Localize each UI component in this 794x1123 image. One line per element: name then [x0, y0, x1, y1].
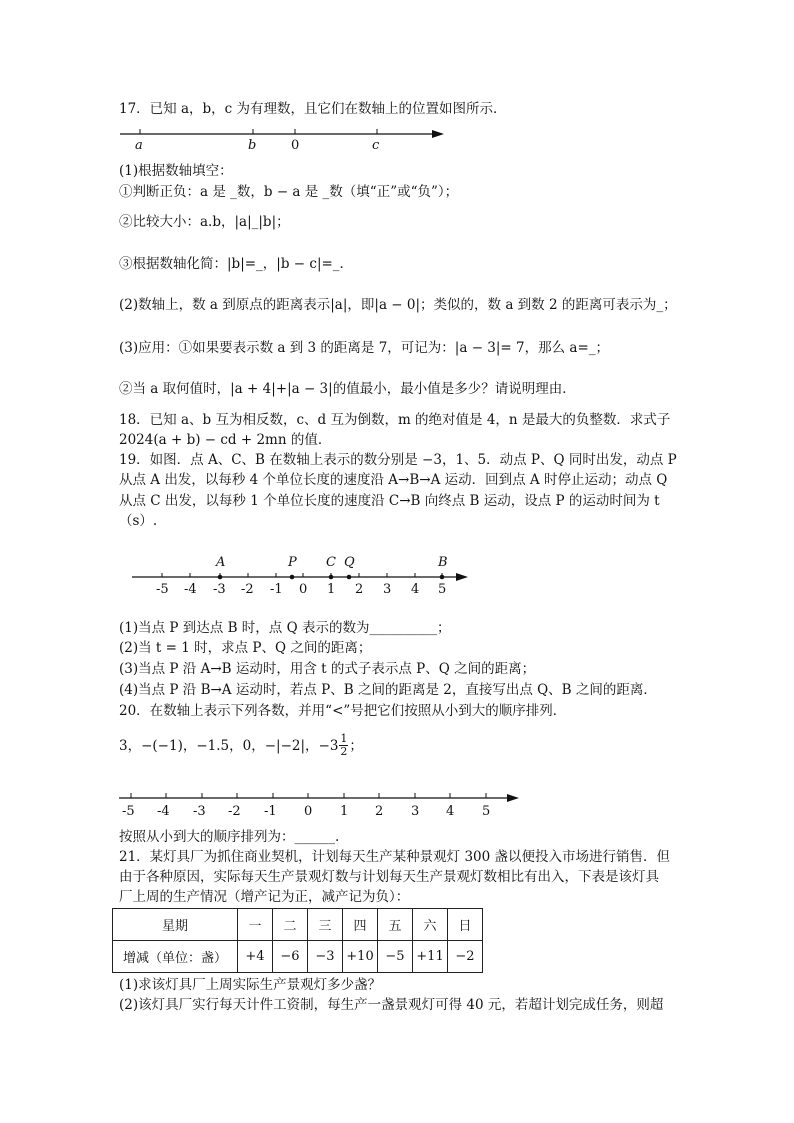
table-cell: +11 — [413, 941, 448, 973]
q19-sub3: (3)当点 P 沿 A→B 运动时，用含 t 的式子表示点 P、Q 之间的距离； — [119, 661, 536, 677]
tick-label: 0 — [299, 582, 308, 597]
tick-label: 3 — [411, 804, 420, 819]
q17-part1c: ③根据数轴化简：|b|=_，|b − c|=_． — [119, 256, 354, 272]
q21-sub1: (1)求该灯具厂上周实际生产景观灯多少盏？ — [119, 977, 382, 993]
q20-fraction-num: 1 — [340, 732, 348, 745]
tick-label: -5 — [122, 804, 135, 819]
table-cell: −2 — [448, 941, 483, 973]
q21-line3: 厂上周的生产情况（增产记为正，减产记为负）： — [119, 889, 410, 905]
q18-line2: 2024(a + b) − cd + 2mn 的值． — [119, 432, 332, 448]
q20-answer: 按照从小到大的顺序排列为：______. — [119, 829, 340, 845]
q19-number-line — [128, 549, 473, 599]
q19-sub2: (2)当 t = 1 时，求点 P、Q 之间的距离； — [119, 640, 372, 656]
q21-line1: 21．某灯具厂为抓住商业契机，计划每天生产某种景观灯 300 盏以便投入市场进行销售．但 — [119, 849, 671, 865]
table-cell: 二 — [273, 909, 308, 941]
q21-line2: 由于各种原因，实际每天生产景观灯数与计划每天生产景观灯数相比有出入，下表是该灯具 — [119, 869, 659, 885]
point-B-dot — [440, 575, 445, 580]
table-header-cell: 星期 — [113, 909, 238, 941]
table-cell: −6 — [273, 941, 308, 973]
q20-numbers-text: 3，−(−1)，−1.5，0，−|−2|，−3 — [119, 737, 339, 754]
tick-label: -3 — [193, 804, 206, 819]
table-cell: 六 — [413, 909, 448, 941]
table-cell: 五 — [378, 909, 413, 941]
q19-sub4: (4)当点 P 沿 B→A 运动时，若点 P、B 之间的距离是 2，直接写出点 Q、B 之间的距离． — [119, 682, 657, 698]
q21-sub2: (2)该灯具厂实行每天计件工资制，每生产一盏景观灯可得 40 元，若超计划完成任务，则超 — [119, 997, 664, 1013]
q20-number-line — [115, 788, 525, 822]
tick-label: -3 — [213, 582, 226, 597]
tick-label: 3 — [383, 582, 392, 597]
tick-label: -1 — [270, 582, 283, 597]
label-Q: Q — [344, 555, 355, 570]
tick-label: -4 — [157, 804, 170, 819]
tick-label: 4 — [446, 804, 455, 819]
point-Q-dot — [347, 575, 352, 580]
production-table — [112, 908, 483, 973]
q20-fraction-den: 2 — [340, 745, 348, 758]
label-0: 0 — [291, 138, 300, 153]
table-cell: 一 — [238, 909, 273, 941]
label-C: C — [326, 555, 336, 570]
label-B: B — [438, 555, 448, 570]
tick-label: 5 — [438, 582, 447, 597]
q17-part3b: ②当 a 取何值时，|a + 4|+|a − 3|的值最小，最小值是多少？请说明理由． — [119, 381, 576, 397]
q17-part1: (1)根据数轴填空： — [119, 163, 233, 179]
table-cell: 四 — [343, 909, 378, 941]
tick-label: 4 — [411, 582, 420, 597]
q19-line3: 从点 C 出发，以每秒 1 个单位长度的速度沿 C→B 向终点 B 运动，设点 P 的运动时间为 t — [119, 493, 660, 509]
q20-stem: 20．在数轴上表示下列各数，并用“<”号把它们按照从小到大的顺序排列． — [119, 703, 567, 719]
label-A: A — [216, 555, 226, 570]
table-row — [113, 909, 483, 941]
table-cell: +4 — [238, 941, 273, 973]
tick-label: -2 — [241, 582, 254, 597]
table-cell: −3 — [308, 941, 343, 973]
tick-label: -1 — [264, 804, 277, 819]
axis-arrow-icon — [507, 794, 519, 802]
axis-arrow-icon — [432, 130, 444, 138]
q17-part1a: ①判断正负：a 是 _数，b − a 是 _数（填“正”或“负”）； — [119, 184, 459, 200]
table-cell: 日 — [448, 909, 483, 941]
q19-line2: 从点 A 出发，以每秒 4 个单位长度的速度沿 A→B→A 运动．回到点 A 时停止运动；动点 Q — [119, 472, 668, 488]
q17-part3: (3)应用：①如果要表示数 a 到 3 的距离是 7，可记为：|a − 3|= 7，那么 a=_； — [119, 340, 610, 356]
q20-fraction — [339, 733, 348, 758]
q17-number-line — [118, 124, 448, 154]
tick-label: -4 — [184, 582, 197, 597]
tick-label: 2 — [355, 582, 364, 597]
tick-label: 1 — [340, 804, 349, 819]
q17-part1b: ②比较大小：a.b，|a|_|b|； — [119, 214, 290, 230]
point-P-dot — [290, 575, 295, 580]
tick-label: -2 — [228, 804, 241, 819]
tick-marks — [131, 793, 486, 798]
label-a: a — [135, 138, 143, 153]
q20-numbers-end: ； — [349, 737, 363, 754]
point-C-dot — [329, 575, 334, 580]
axis-arrow-icon — [456, 573, 468, 581]
tick-label: 1 — [327, 582, 336, 597]
tick-label: 2 — [375, 804, 384, 819]
table-cell: 三 — [308, 909, 343, 941]
table-header-cell: 增减（单位：盏） — [113, 941, 238, 973]
label-c: c — [372, 138, 380, 153]
tick-label: 5 — [482, 804, 491, 819]
q17-part2: (2)数轴上，数 a 到原点的距离表示|a|，即|a − 0|；类似的，数 a 到数 2 的距离可表示为_； — [119, 297, 677, 313]
table-row — [113, 941, 483, 973]
q20-numbers — [119, 733, 363, 758]
label-P: P — [288, 555, 297, 570]
q19-sub1: (1)当点 P 到达点 B 时，点 Q 表示的数为__________； — [119, 620, 451, 636]
table-cell: −5 — [378, 941, 413, 973]
table-cell: +10 — [343, 941, 378, 973]
label-b: b — [248, 138, 257, 153]
tick-label: -5 — [156, 582, 169, 597]
point-A-dot — [218, 575, 223, 580]
q17-stem: 17．已知 a，b，c 为有理数，且它们在数轴上的位置如图所示． — [119, 101, 507, 117]
q19-line4: （s）. — [119, 513, 158, 529]
tick-label: 0 — [304, 804, 313, 819]
q18-line1: 18．已知 a、b 互为相反数，c、d 互为倒数，m 的绝对值是 4，n 是最大的负整数．求式子 — [119, 412, 671, 428]
q19-line1: 19．如图．点 A、C、B 在数轴上表示的数分别是 −3，1、5．动点 P、Q 同时出发，动点 P — [119, 452, 677, 468]
